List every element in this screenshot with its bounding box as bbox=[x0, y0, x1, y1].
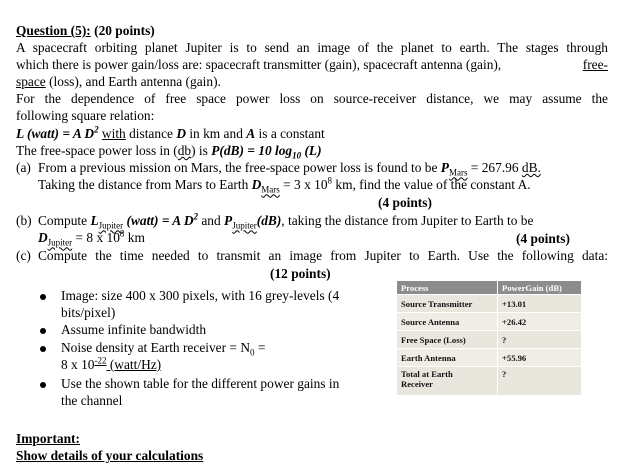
part-b-l-sub: Jupiter bbox=[98, 220, 124, 231]
part-a-points: (4 points) bbox=[378, 195, 432, 210]
bullet-1-line-1: Image: size 400 x 300 pixels, with 16 grey-levels (4 bbox=[61, 288, 340, 303]
table-cell-gain: +55.96 bbox=[498, 349, 582, 367]
question-points: (20 points) bbox=[90, 23, 155, 38]
important-heading: Important: bbox=[16, 431, 80, 446]
part-a-text-3: km, find the value of the constant A. bbox=[332, 177, 531, 192]
table-cell-process bbox=[397, 367, 498, 396]
part-c-points: (12 points) bbox=[270, 266, 331, 281]
bullet-2: Assume infinite bandwidth bbox=[61, 322, 207, 337]
loss-sub: 10 bbox=[292, 150, 302, 161]
part-a-line-2 bbox=[38, 176, 531, 193]
part-b-points: (4 points) bbox=[516, 231, 570, 246]
part-b-l-symbol: L bbox=[90, 213, 99, 228]
part-a-d-value: = 3 x 10 bbox=[279, 177, 328, 192]
table-row bbox=[397, 367, 582, 396]
relation-text-1: distance bbox=[125, 126, 177, 141]
details-note: Show details of your calculations bbox=[16, 448, 204, 463]
part-a-d-exp: 8 bbox=[327, 175, 333, 186]
table-cell-gain: +26.42 bbox=[498, 313, 582, 331]
part-b-p-symbol: P bbox=[224, 213, 233, 228]
intro-line-1: A spacecraft orbiting planet Jupiter is to send an image of the planet to earth. The stages through bbox=[16, 40, 608, 55]
part-a-line-1 bbox=[38, 159, 541, 176]
relation-A: A bbox=[246, 126, 256, 141]
bullet-3-text: Noise density at Earth receiver = N bbox=[61, 340, 250, 355]
loss-text-2: ) is bbox=[191, 143, 212, 158]
table-cell-gain: ? bbox=[498, 367, 582, 396]
part-a-unit: dB. bbox=[521, 160, 541, 175]
table-cell-process-line-1: Total at Earth bbox=[401, 369, 453, 379]
part-c-label: (c) bbox=[16, 248, 31, 263]
table-row bbox=[397, 313, 582, 331]
power-gain-table bbox=[396, 280, 582, 396]
part-b-d-value: = 8 x 10 bbox=[72, 230, 120, 245]
table-cell-process: Earth Antenna bbox=[397, 349, 498, 367]
part-a-label: (a) bbox=[16, 160, 31, 175]
part-b-l-formula: (watt) = A D bbox=[123, 213, 194, 228]
part-b-l-exp: 2 bbox=[193, 211, 199, 222]
loss-db: db bbox=[177, 143, 192, 158]
part-a-p-sub: Mars bbox=[448, 167, 468, 178]
space-word: space bbox=[16, 74, 46, 89]
part-b-text-1: Compute bbox=[38, 213, 91, 228]
table-header-row bbox=[397, 281, 582, 295]
bullet-3-eq: = bbox=[254, 340, 266, 355]
bullet-dot bbox=[40, 294, 46, 300]
part-b-p-sub: Jupiter bbox=[232, 220, 257, 231]
part-a-text-1: From a previous mission on Mars, the free-space power loss is found to be bbox=[38, 160, 441, 175]
bullet-4-line-1: Use the shown table for the different power gains in bbox=[61, 376, 340, 391]
bullet-3-sub: 0 bbox=[250, 347, 255, 358]
square-relation bbox=[16, 125, 325, 142]
intro-line-3-text: (loss), and Earth antenna (gain). bbox=[45, 74, 221, 89]
part-a-d-sub: Mars bbox=[261, 184, 280, 195]
table-row bbox=[397, 349, 582, 367]
power-loss-def bbox=[16, 142, 322, 159]
relation-text-3: is a constant bbox=[255, 126, 325, 141]
table-cell-gain: ? bbox=[498, 331, 582, 349]
table-cell-process: Free Space (Loss) bbox=[397, 331, 498, 349]
table-cell-process: Source Antenna bbox=[397, 313, 498, 331]
loss-formula: P(dB) = 10 log bbox=[211, 143, 293, 158]
bullet-3-line-2 bbox=[61, 356, 161, 373]
part-b-d-unit: km bbox=[124, 230, 145, 245]
table-header-gain: PowerGain (dB) bbox=[498, 281, 582, 295]
part-b-label: (b) bbox=[16, 213, 32, 228]
bullet-1-line-2: bits/pixel) bbox=[61, 305, 116, 320]
loss-tail: (L) bbox=[301, 143, 322, 158]
loss-text-1: The free-space power loss in ( bbox=[16, 143, 178, 158]
relation-lhs: L (watt) = A D bbox=[16, 126, 95, 141]
table-row bbox=[397, 331, 582, 349]
part-b-line-1 bbox=[38, 212, 533, 229]
bullet-3-line-1 bbox=[61, 339, 265, 356]
part-b-p-unit: (dB) bbox=[256, 213, 282, 228]
bullet-3-exp: -22 bbox=[94, 355, 107, 366]
part-a-d-symbol: D bbox=[251, 177, 262, 192]
relation-with: with bbox=[101, 126, 126, 141]
part-b-line-2 bbox=[38, 229, 145, 246]
bullet-dot bbox=[40, 382, 46, 388]
part-c-line-1: Compute the time needed to transmit an image from Jupiter to Earth. Use the following data: bbox=[38, 248, 608, 263]
intro-line-3 bbox=[16, 73, 221, 90]
part-b-d-sub: Jupiter bbox=[47, 237, 73, 248]
table-row bbox=[397, 295, 582, 313]
table-cell-gain: +13.01 bbox=[498, 295, 582, 313]
part-a-value: = 267.96 bbox=[467, 160, 522, 175]
table-cell-process-line-2: Receiver bbox=[401, 379, 433, 389]
bullet-dot bbox=[40, 328, 46, 334]
bullet-4-line-2: the channel bbox=[61, 393, 123, 408]
question-title bbox=[16, 22, 155, 39]
bullet-3-unit: (watt/Hz) bbox=[106, 357, 162, 372]
question-number: Question (5): bbox=[16, 23, 91, 38]
part-b-and: and bbox=[198, 213, 225, 228]
bullet-dot bbox=[40, 346, 46, 352]
free-word: free- bbox=[582, 57, 608, 72]
intro-line-2 bbox=[16, 56, 608, 73]
part-a-p-symbol: P bbox=[440, 160, 449, 175]
dependence-line-1: For the dependence of free space power loss on source-receiver distance, we may assume the bbox=[16, 91, 608, 106]
relation-text-2: in km and bbox=[185, 126, 247, 141]
part-b-d-symbol: D bbox=[38, 230, 48, 245]
part-a-text-2: Taking the distance from Mars to Earth bbox=[38, 177, 252, 192]
dependence-line-2: following square relation: bbox=[16, 108, 155, 123]
intro-line-2-text: which there is power gain/loss are: spacecraft transmitter (gain), spacecraft antenna (gain), bbox=[16, 57, 502, 72]
table-cell-process: Source Transmitter bbox=[397, 295, 498, 313]
bullet-3-value: 8 x 10 bbox=[61, 357, 95, 372]
part-b-text-2: , taking the distance from Jupiter to Earth to be bbox=[281, 213, 534, 228]
table-header-process: Process bbox=[397, 281, 498, 295]
relation-exponent: 2 bbox=[94, 124, 99, 135]
part-b-d-exp: 8 bbox=[119, 228, 125, 239]
relation-D: D bbox=[176, 126, 186, 141]
